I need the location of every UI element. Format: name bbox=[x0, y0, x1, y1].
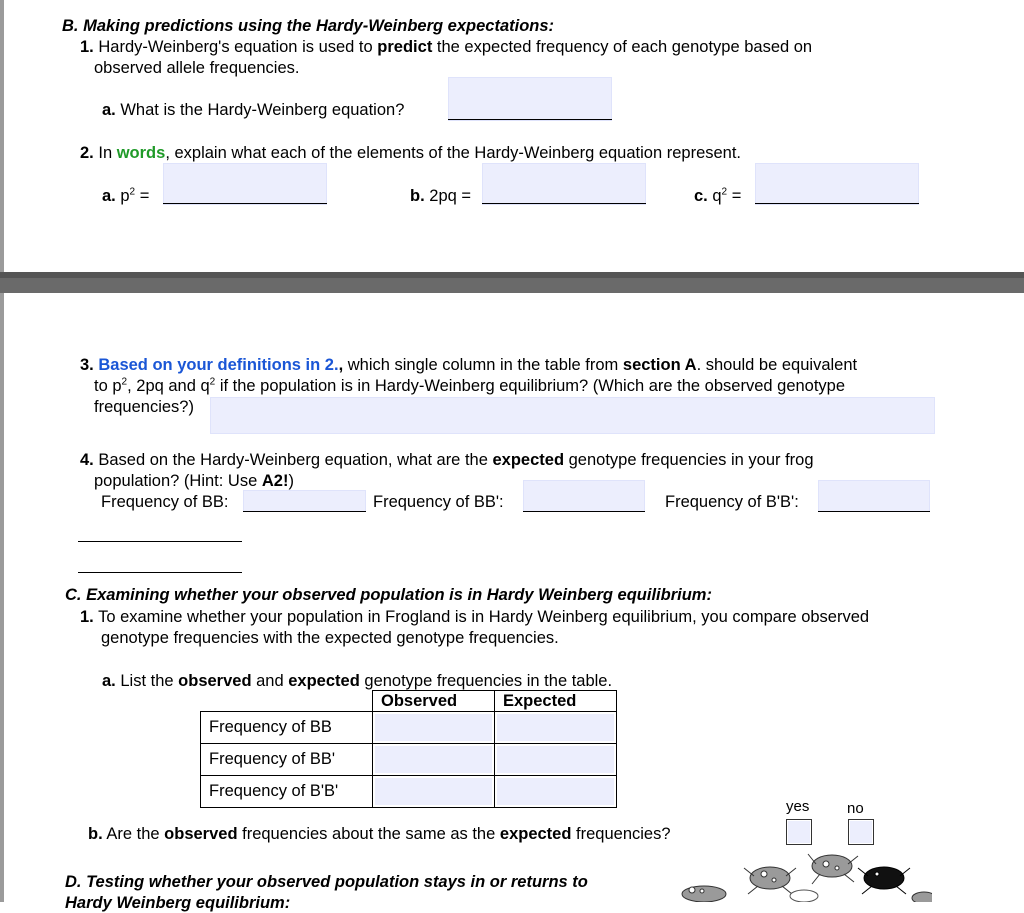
q1-text-line2: observed allele frequencies. bbox=[94, 59, 300, 77]
freq-bbp-field[interactable] bbox=[523, 480, 645, 512]
observed-bpbp-cell[interactable] bbox=[373, 776, 495, 808]
frequency-table bbox=[200, 690, 617, 808]
row-label-bbp: Frequency of BB' bbox=[201, 744, 373, 776]
q1-text: 1. Hardy-Weinberg's equation is used to predict the expected frequency of each genotype based on bbox=[80, 38, 813, 56]
expected-header: Expected bbox=[495, 691, 617, 712]
section-d-heading-line2: Hardy Weinberg equilibrium: bbox=[65, 894, 291, 912]
table-row bbox=[201, 712, 617, 744]
table-row bbox=[201, 776, 617, 808]
q2-field[interactable] bbox=[755, 163, 919, 205]
q3-text: 3. Based on your definitions in 2., which single column in the table from section A. should be equivalent bbox=[80, 356, 858, 374]
hw-equation-underline bbox=[448, 119, 612, 120]
c-qb-text: b. Are the observed frequencies about the same as the expected frequencies? bbox=[88, 825, 671, 843]
frog-icon bbox=[744, 867, 796, 894]
yes-checkbox[interactable] bbox=[786, 819, 812, 845]
no-label: no bbox=[847, 800, 864, 817]
q1a-text: a. What is the Hardy-Weinberg equation? bbox=[102, 101, 405, 119]
expected-bb-cell[interactable] bbox=[495, 712, 617, 744]
frogs-illustration bbox=[672, 846, 932, 902]
hw-equation-field[interactable] bbox=[448, 77, 612, 121]
q3-text-line2: to $p^2$, 2pq and $q^2$ if the population is in Hardy-Weinberg equilibrium? (Which are the observed genotype bbox=[94, 376, 846, 395]
row-label-bb: Frequency of BB bbox=[201, 712, 373, 744]
q4-text: 4. Based on the Hardy-Weinberg equation, what are the expected genotype frequencies in your frog bbox=[80, 451, 814, 469]
q3-answer-field[interactable] bbox=[210, 397, 935, 434]
freq-bbp-label: Frequency of BB': bbox=[373, 493, 504, 511]
q2-underline bbox=[755, 203, 919, 204]
q2b-label: b. 2pq = bbox=[410, 187, 472, 205]
c-q1-text-line2: genotype frequencies with the expected genotype frequencies. bbox=[101, 629, 559, 647]
observed-bbp-cell[interactable] bbox=[373, 744, 495, 776]
no-checkbox[interactable] bbox=[848, 819, 874, 845]
freq-bpbp-underline bbox=[818, 511, 930, 512]
c-qa-text: a. List the observed and expected genotype frequencies in the table. bbox=[102, 672, 613, 690]
table-row bbox=[201, 744, 617, 776]
observed-header: Observed bbox=[373, 691, 495, 712]
frog-icon bbox=[912, 892, 932, 902]
freq-bpbp-field[interactable] bbox=[818, 480, 930, 512]
freq-bb-underline bbox=[243, 511, 366, 512]
freq-bb-field[interactable] bbox=[243, 490, 366, 512]
table-corner bbox=[201, 691, 373, 712]
expected-bpbp-cell[interactable] bbox=[495, 776, 617, 808]
frog-icon bbox=[682, 886, 726, 902]
2pq-underline bbox=[482, 203, 646, 204]
section-d-heading: D. Testing whether your observed population stays in or returns to bbox=[65, 873, 588, 891]
section-b-heading: B. Making predictions using the Hardy-Weinberg expectations: bbox=[62, 17, 555, 35]
p2-field[interactable] bbox=[163, 163, 327, 205]
blank-line-2 bbox=[78, 572, 242, 573]
q3-text-line3: frequencies?) bbox=[94, 398, 194, 416]
freq-bpbp-label: Frequency of B'B': bbox=[665, 493, 799, 511]
2pq-field[interactable] bbox=[482, 163, 646, 205]
q2a-label: a. $p^2$ = bbox=[102, 186, 150, 205]
page-separator bbox=[0, 272, 1024, 293]
row-label-bpbp: Frequency of B'B' bbox=[201, 776, 373, 808]
frog-icon bbox=[808, 854, 858, 884]
observed-bb-cell[interactable] bbox=[373, 712, 495, 744]
q2c-label: c. $q^2$ = bbox=[694, 186, 742, 205]
frog-icon bbox=[790, 890, 818, 902]
freq-bbp-underline bbox=[523, 511, 645, 512]
q2-text: 2. In words, explain what each of the elements of the Hardy-Weinberg equation represent. bbox=[80, 144, 742, 162]
yes-label: yes bbox=[786, 798, 810, 815]
section-c-heading: C. Examining whether your observed population is in Hardy Weinberg equilibrium: bbox=[65, 586, 712, 604]
c-q1-text: 1. To examine whether your population in Frogland is in Hardy Weinberg equilibrium, you compare observed bbox=[80, 608, 870, 626]
freq-bb-label: Frequency of BB: bbox=[101, 493, 229, 511]
q4-text-line2: population? (Hint: Use A2!) bbox=[94, 472, 294, 490]
expected-bbp-cell[interactable] bbox=[495, 744, 617, 776]
frog-icon bbox=[858, 867, 910, 894]
p2-underline bbox=[163, 203, 327, 204]
blank-line-1 bbox=[78, 541, 242, 542]
